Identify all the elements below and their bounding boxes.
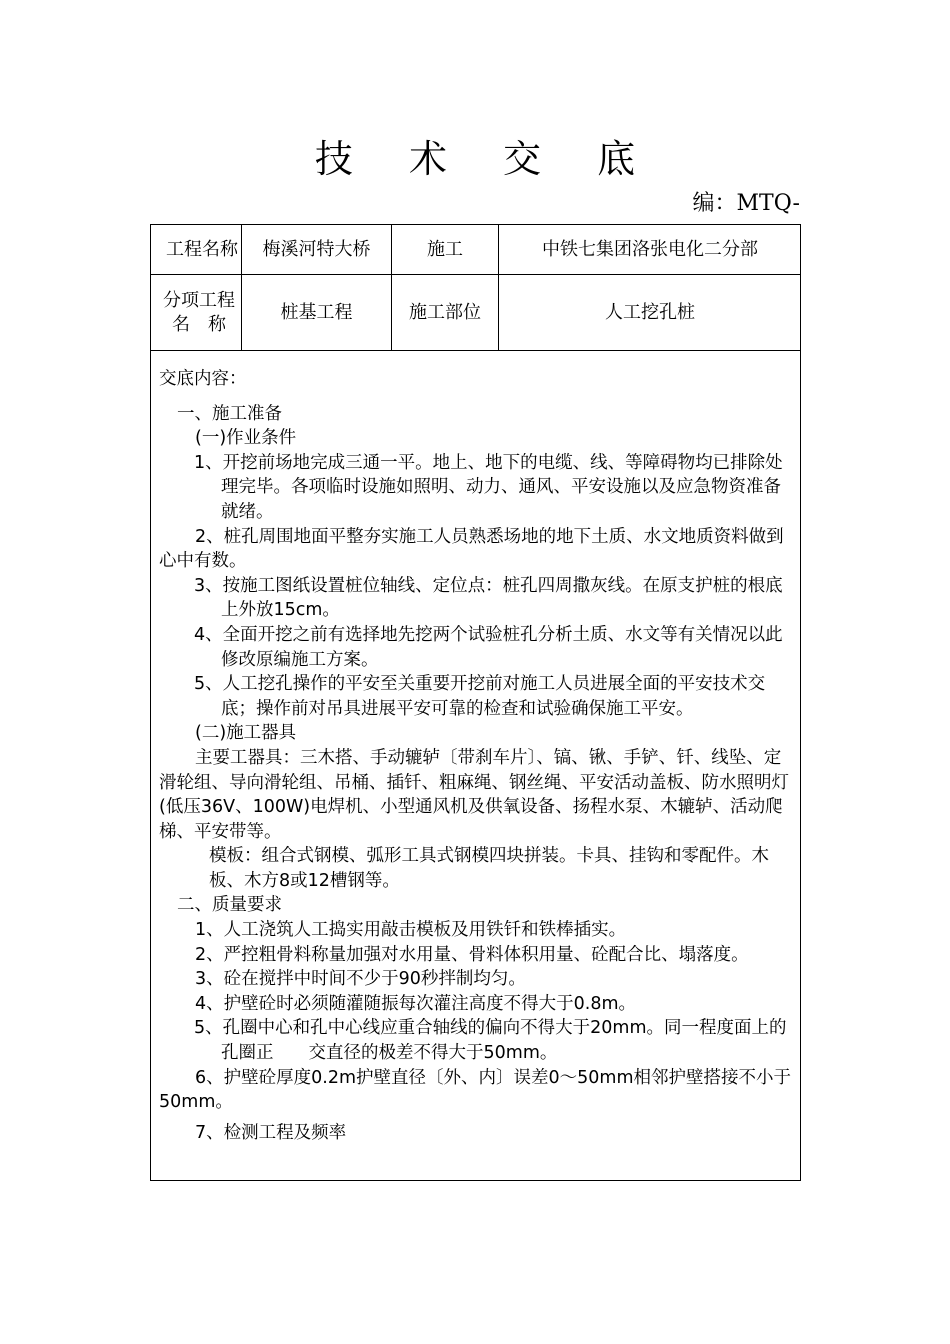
disclosure-table — [150, 224, 801, 1181]
project-name-label: 工程名称 — [166, 238, 238, 260]
location-label: 施工部位 — [409, 301, 481, 323]
list-item: 2、严控粗骨料称量加强对水用量、骨料体积用量、砼配合比、塌落度。 — [195, 944, 749, 965]
list-item: 3、砼在搅拌中时间不少于90秒拌制均匀。 — [195, 969, 526, 990]
document-code: 编：MTQ- — [692, 191, 800, 216]
list-item: 4、护壁砼时必须随灌随振每次灌注高度不得大于0.8m。 — [195, 993, 637, 1014]
section-heading: 二、质量要求 — [177, 895, 282, 916]
paragraph: 主要工器具：三木搭、手动辘轳〔带刹车片〕、镐、锹、手铲、钎、线坠、定滑轮组、导向滑轮组、吊桶、插钎、粗麻绳、钢丝绳、平安活动盖板、防水照明灯(低压36V、100W)电焊机、小型通风机及供氧设备、扬程水泵、木辘轳、活动爬梯、平安带等。 — [159, 747, 789, 842]
subproject-label: 分项工程名 称 — [163, 289, 235, 335]
subsection-heading: (一)作业条件 — [195, 428, 297, 449]
list-item: 5、人工挖孔操作的平安至关重要开挖前对施工人员进展全面的平安技术交底；操作前对吊具进展平安可靠的检查和试验确保施工平安。 — [194, 674, 766, 719]
project-name-value: 梅溪河特大桥 — [262, 238, 371, 260]
list-item: 1、开挖前场地完成三通一平。地上、地下的电缆、线、等障碍物均已排除处理完毕。各项临时设施如照明、动力、通风、平安设施以及应急物资准备就绪。 — [194, 452, 783, 522]
content-heading: 交底内容： — [159, 369, 247, 389]
subproject-value: 桩基工程 — [280, 301, 353, 323]
document-title: 技 术 交 底 — [314, 137, 658, 181]
list-item: 7、检测工程及频率 — [195, 1122, 347, 1143]
list-item: 5、孔圈中心和孔中心线应重合轴线的偏向不得大于20mm。同一程度面上的孔圈正 交直径的极差不得大于50mm。 — [194, 1018, 787, 1064]
list-item: 2、桩孔周围地面平整夯实施工人员熟悉场地的地下土质、水文地质资料做到心中有数。 — [159, 526, 784, 572]
paragraph: 模板：组合式钢模、弧形工具式钢模四块拼装。卡具、挂钩和零配件。木板、木方8或12槽钢等。 — [209, 846, 769, 891]
list-item: 1、人工浇筑人工捣实用敲击模板及用铁钎和铁棒插实。 — [195, 920, 627, 941]
construction-unit-value: 中铁七集团洛张电化二分部 — [542, 238, 758, 260]
list-item: 6、护壁砼厚度0.2m护壁直径〔外、内〕误差0～50mm相邻护壁搭接不小于50mm。 — [159, 1067, 792, 1113]
location-value: 人工挖孔桩 — [605, 301, 695, 323]
row-divider — [151, 350, 800, 351]
disclosure-content — [159, 367, 791, 1145]
section-heading: 一、施工准备 — [177, 403, 282, 424]
subsection-heading: (二)施工器具 — [195, 723, 297, 744]
list-item: 3、按施工图纸设置桩位轴线、定位点：桩孔四周撒灰线。在原支护桩的根底上外放15cm。 — [194, 575, 783, 621]
list-item: 4、全面开挖之前有选择地先挖两个试验桩孔分析土质、水文等有关情况以此修改原编施工方案。 — [194, 624, 783, 670]
construction-label: 施工 — [427, 238, 463, 260]
